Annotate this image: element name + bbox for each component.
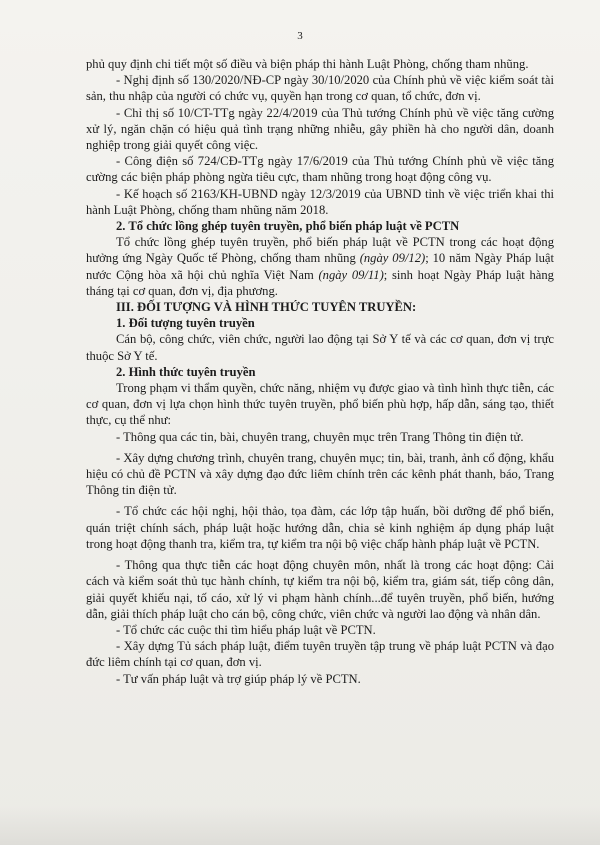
subheading-propaganda-forms: 2. Hình thức tuyên truyền	[116, 364, 256, 379]
subheading-target-audience: 1. Đối tượng tuyên truyền	[116, 316, 255, 331]
page-number: 3	[297, 30, 303, 42]
paragraph-forms-intro: Trong phạm vi thẩm quyền, chức năng, nhiệm vụ được giao và tình hình thực tiễn, các cơ quan, đơn vị lựa chọn hình thức tuyên truyền, phổ biến phù hợp, hấp dẫn, sáng tạo, thiết thực, cụ thể như:	[86, 381, 554, 428]
document-body	[86, 56, 554, 687]
list-item-contests: - Tổ chức các cuộc thi tìm hiểu pháp luật về PCTN.	[116, 622, 376, 637]
section-heading-iii: III. ĐỐI TƯỢNG VÀ HÌNH THỨC TUYÊN TRUYỀN:	[116, 300, 417, 315]
paragraph-integrated-propaganda: Tổ chức lồng ghép tuyên truyền, phổ biến pháp luật về PCTN trong các hoạt động hưởng ứng Ngày Quốc tế Phòng, chống tham nhũng (ngày 09/12); 10 năm Ngày Pháp luật nước Cộng hòa xã hội chủ nghĩa Việt Nam (ngày 09/11); sinh hoạt Ngày Pháp luật hàng tháng tại cơ quan, đơn vị, địa phương.	[86, 235, 555, 298]
paragraph-target-audience: Cán bộ, công chức, viên chức, người lao động tại Sở Y tế và các cơ quan, đơn vị trực thuộc Sở Y tế.	[86, 332, 554, 363]
list-item-programs: - Xây dựng chương trình, chuyên trang, chuyên mục; tin, bài, tranh, ảnh cổ động, khẩu hiệu có chủ đề PCTN và xây dựng đạo đức liêm chính trên các kênh phát thanh, báo, Trang Thông tin điện tử.	[86, 450, 554, 498]
list-item-conferences: - Tổ chức các hội nghị, hội thảo, tọa đàm, các lớp tập huấn, bồi dưỡng để phổ biến, quán triệt chính sách, pháp luật hoặc hướng dẫn, chia sẻ kinh nghiệm áp dụng pháp luật trong hoạt động thanh tra, kiểm tra, tự kiểm tra nội bộ việc chấp hành pháp luật về PCTN.	[86, 504, 554, 551]
paragraph-decree-continued: phủ quy định chi tiết một số điều và biện pháp thi hành Luật Phòng, chống tham nhũng.	[86, 57, 529, 71]
list-item-website: - Thông qua các tin, bài, chuyên trang, chuyên mục trên Trang Thông tin điện tử.	[116, 429, 524, 444]
list-item-legal-advice: - Tư vấn pháp luật và trợ giúp pháp lý về PCTN.	[116, 671, 361, 686]
paragraph-dispatch-724: - Công điện số 724/CĐ-TTg ngày 17/6/2019 của Thủ tướng Chính phủ về việc tăng cường các biện pháp phòng ngừa tiêu cực, tham nhũng trong hoạt động công vụ.	[86, 154, 554, 185]
section-heading-integrated-propaganda: 2. Tổ chức lồng ghép tuyên truyền, phổ biến pháp luật về PCTN	[116, 219, 460, 234]
list-item-professional-activities: - Thông qua thực tiễn các hoạt động chuyên môn, nhất là trong các hoạt động: Cải cách và kiểm soát thủ tục hành chính, tự kiểm tra nội bộ, kiểm tra, giám sát, tiếp công dân, giải quyết khiếu nại, tố cáo, xử lý vi phạm hành chính...để tuyên truyền, phổ biến, hướng dẫn, giải thích pháp luật cho cán bộ, công chức, viên chức và người lao động và nhân dân.	[86, 558, 554, 621]
list-item-bookshelf: - Xây dựng Tủ sách pháp luật, điểm tuyên truyền tập trung về pháp luật PCTN và đạo đức liêm chính tại cơ quan, đơn vị.	[86, 639, 554, 670]
paper-shadow	[0, 805, 600, 845]
paragraph-directive-10: - Chỉ thị số 10/CT-TTg ngày 22/4/2019 của Thủ tướng Chính phủ về việc tăng cường xử lý, ngăn chặn có hiệu quả tình trạng những nhiễu, gây phiền hà cho người dân, doanh nghiệp trong giải quyết công việc.	[86, 105, 554, 153]
paragraph-plan-2163: - Kế hoạch số 2163/KH-UBND ngày 12/3/2019 của UBND tỉnh về việc triển khai thi hành Luật Phòng, chống tham nhũng năm 2018.	[86, 186, 554, 217]
paragraph-decree-130: - Nghị định số 130/2020/NĐ-CP ngày 30/10/2020 của Chính phủ về việc kiểm soát tài sản, thu nhập của người có chức vụ, quyền hạn trong cơ quan, tổ chức, đơn vị.	[86, 73, 554, 104]
